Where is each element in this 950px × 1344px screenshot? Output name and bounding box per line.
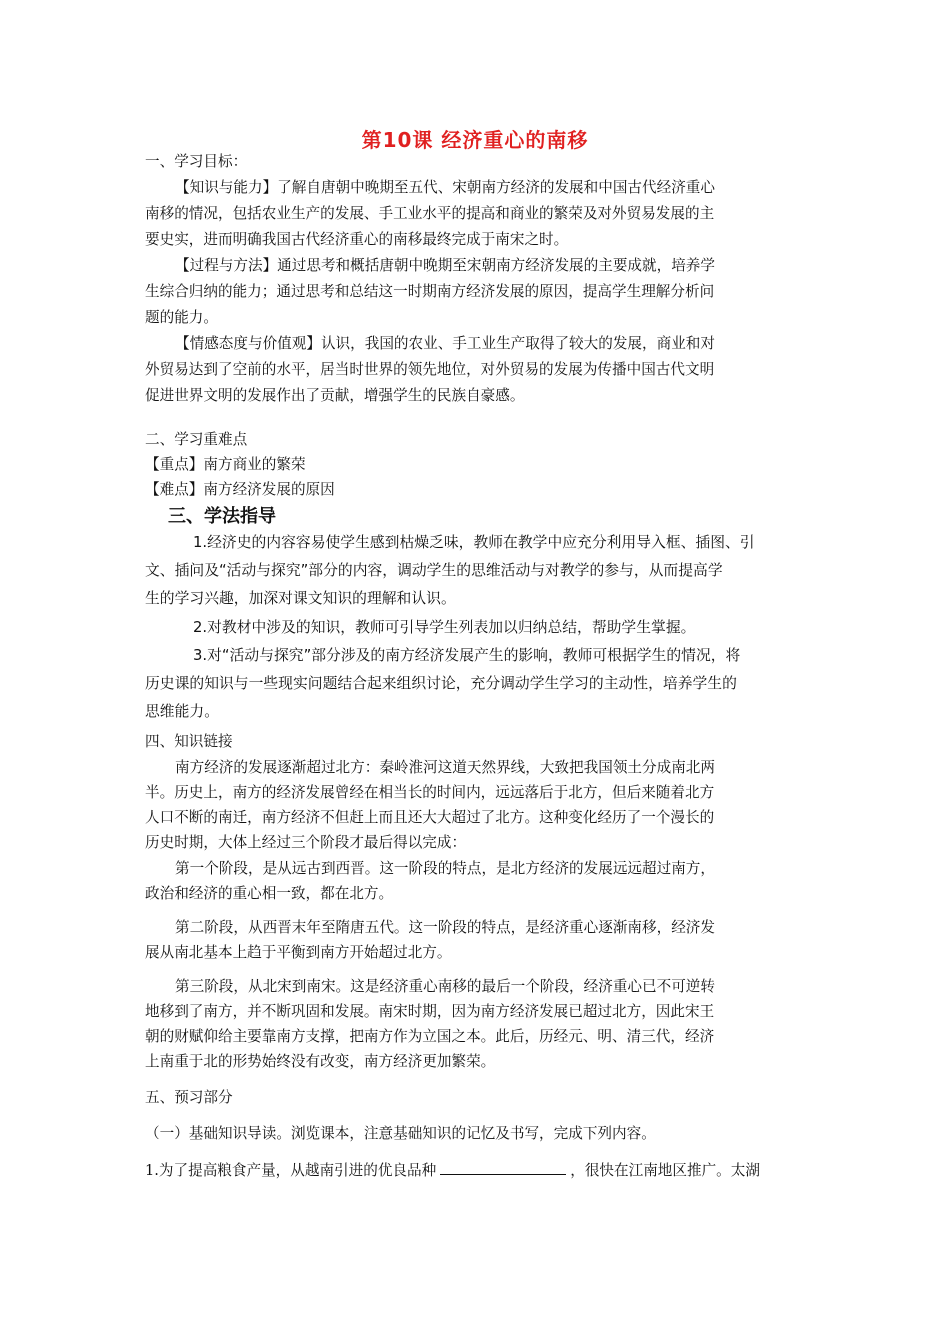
paragraph-line: 半。历史上，南方的经济发展曾经在相当长的时间内，远远落后于北方，但后来随着北方 <box>145 784 715 801</box>
paragraph-line: 南方经济的发展逐渐超过北方：秦岭淮河这道天然界线，大致把我国领土分成南北两 <box>175 759 715 776</box>
paragraph-line: 【情感态度与价值观】认识，我国的农业、手工业生产取得了较大的发展，商业和对 <box>175 335 715 352</box>
paragraph-line: 政治和经济的重心相一致，都在北方。 <box>145 885 394 902</box>
fill-in-blank[interactable] <box>440 1160 566 1175</box>
question-1-text-before: 1.为了提高粮食产量，从越南引进的优良品种 <box>145 1162 437 1179</box>
paragraph-line: 历史课的知识与一些现实问题结合起来组织讨论，充分调动学生学习的主动性，培养学生的 <box>145 675 737 692</box>
paragraph-line: 题的能力。 <box>145 309 218 326</box>
paragraph-line: 地移到了南方，并不断巩固和发展。南宋时期，因为南方经济发展已超过北方，因此宋王 <box>145 1003 715 1020</box>
paragraph-line: 外贸易达到了空前的水平，居当时世界的领先地位，对外贸易的发展为传播中国古代文明 <box>145 361 715 378</box>
page-title: 第10课 经济重心的南移 <box>361 128 589 152</box>
paragraph-line: 第二阶段，从西晋末年至隋唐五代。这一阶段的特点，是经济重心逐渐南移，经济发 <box>175 919 715 936</box>
paragraph-line: 人口不断的南迁，南方经济不但赶上而且还大大超过了北方。这种变化经历了一个漫长的 <box>145 809 715 826</box>
question-1 <box>145 1160 760 1181</box>
paragraph-line: 南移的情况，包括农业生产的发展、手工业水平的提高和商业的繁荣及对外贸易发展的主 <box>145 205 715 222</box>
preview-intro: （一）基础知识导读。浏览课本，注意基础知识的记忆及书写，完成下列内容。 <box>145 1125 656 1142</box>
section-2-heading: 二、学习重难点 <box>145 431 248 448</box>
paragraph-line: 展从南北基本上趋于平衡到南方开始超过北方。 <box>145 944 452 961</box>
paragraph-line: 生的学习兴趣，加深对课文知识的理解和认识。 <box>145 590 456 607</box>
paragraph-line: 【知识与能力】了解自唐朝中晚期至五代、宋朝南方经济的发展和中国古代经济重心 <box>175 179 715 196</box>
question-1-text-after: ，很快在江南地区推广。太湖 <box>570 1162 760 1179</box>
paragraph-line: 3.对“活动与探究”部分涉及的南方经济发展产生的影响，教师可根据学生的情况，将 <box>193 647 741 664</box>
section-1-heading: 一、学习目标： <box>145 153 248 170</box>
paragraph-line: 上南重于北的形势始终没有改变，南方经济更加繁荣。 <box>145 1053 496 1070</box>
paragraph-line: 生综合归纳的能力；通过思考和总结这一时期南方经济发展的原因，提高学生理解分析问 <box>145 283 715 300</box>
key-point: 【重点】南方商业的繁荣 <box>145 456 306 473</box>
paragraph-line: 2.对教材中涉及的知识，教师可引导学生列表加以归纳总结，帮助学生掌握。 <box>193 619 696 636</box>
paragraph-line: 第一个阶段，是从远古到西晋。这一阶段的特点，是北方经济的发展远远超过南方， <box>175 860 715 877</box>
paragraph-line: 第三阶段，从北宋到南宋。这是经济重心南移的最后一个阶段，经济重心已不可逆转 <box>175 978 715 995</box>
paragraph-line: 历史时期，大体上经过三个阶段才最后得以完成： <box>145 834 467 851</box>
paragraph-line: 1.经济史的内容容易使学生感到枯燥乏味，教师在教学中应充分利用导入框、插图、引 <box>193 534 755 551</box>
paragraph-line: 【过程与方法】通过思考和概括唐朝中晚期至宋朝南方经济发展的主要成就，培养学 <box>175 257 715 274</box>
paragraph-line: 朝的财赋仰给主要靠南方支撑，把南方作为立国之本。此后，历经元、明、清三代，经济 <box>145 1028 715 1045</box>
paragraph-line: 思维能力。 <box>145 703 219 720</box>
section-4-heading: 四、知识链接 <box>145 733 233 750</box>
difficult-point: 【难点】南方经济发展的原因 <box>145 481 335 498</box>
section-5-heading: 五、预习部分 <box>145 1089 233 1106</box>
paragraph-line: 促进世界文明的发展作出了贡献，增强学生的民族自豪感。 <box>145 387 525 404</box>
section-3-heading: 三、学法指导 <box>168 506 276 527</box>
paragraph-line: 要史实，进而明确我国古代经济重心的南移最终完成于南宋之时。 <box>145 231 569 248</box>
paragraph-line: 文、插问及“活动与探究”部分的内容，调动学生的思维活动与对教学的参与，从而提高学 <box>145 562 723 579</box>
